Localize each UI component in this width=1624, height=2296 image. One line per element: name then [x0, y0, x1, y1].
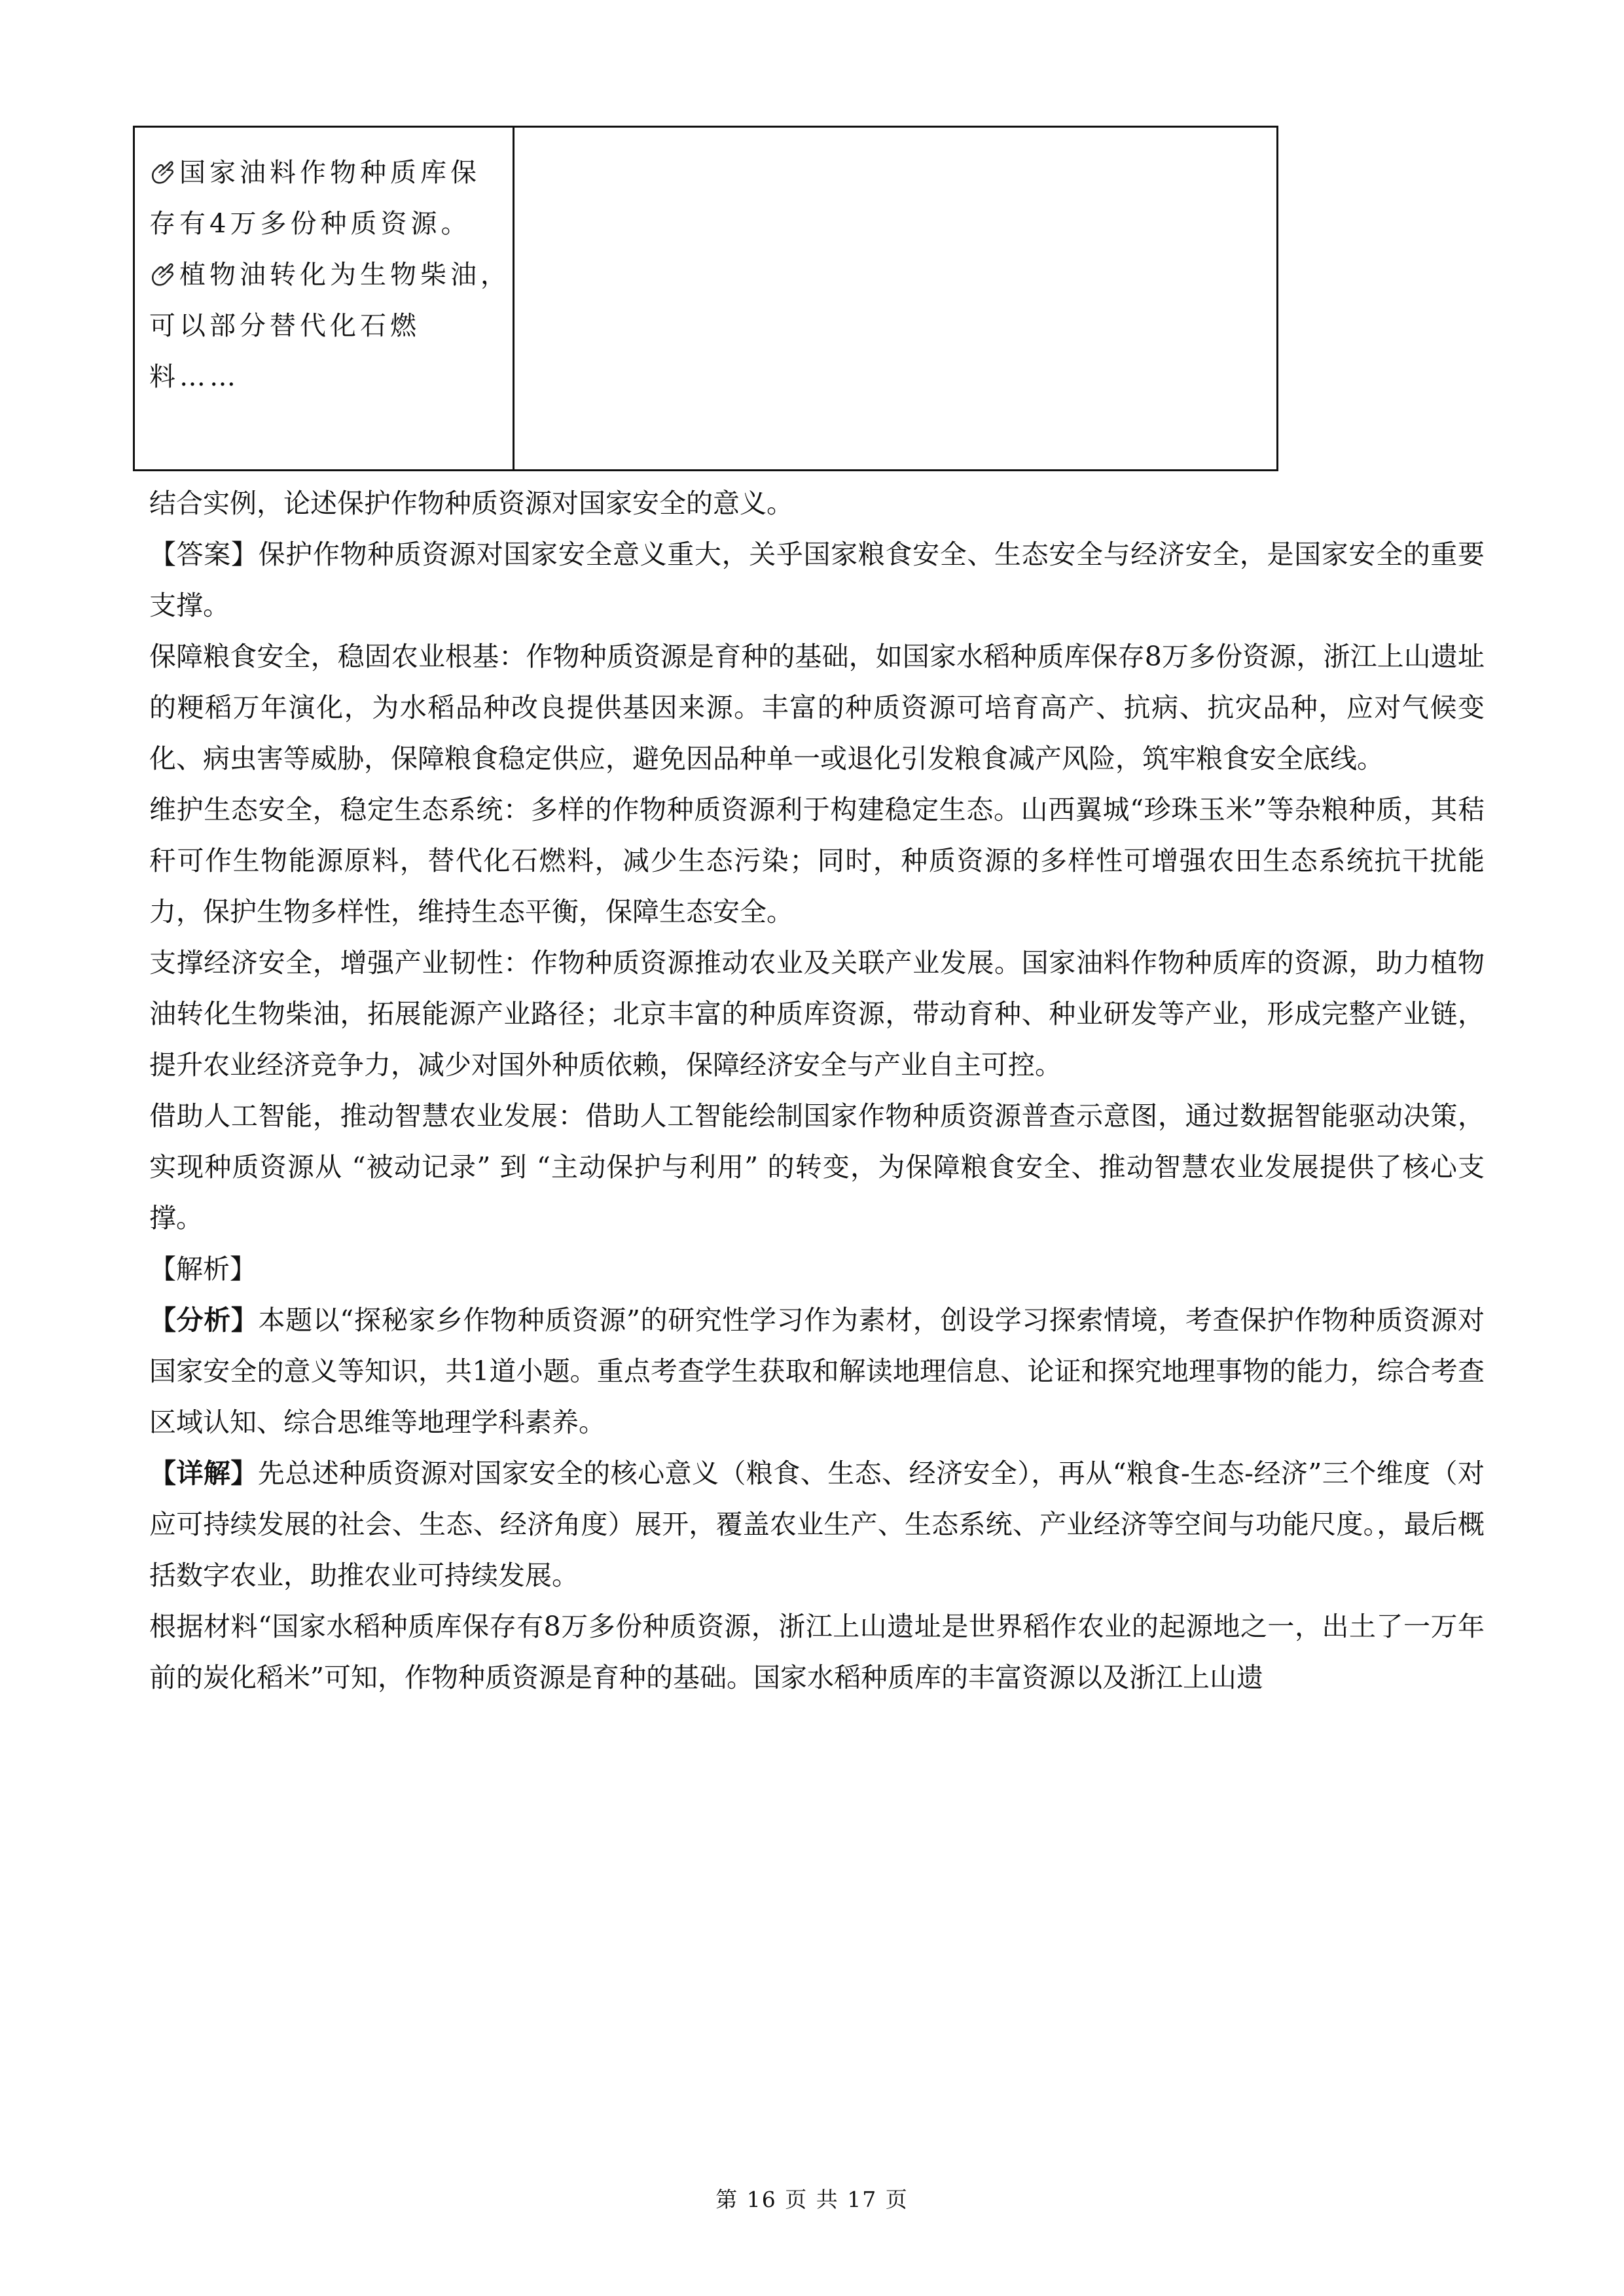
material-table-right-cell: [514, 128, 1276, 469]
analysis-label: 【解析】: [149, 1253, 257, 1285]
material-line: [149, 300, 499, 351]
material-table: [133, 126, 1278, 471]
material-line-text: 料……: [149, 362, 240, 392]
material-line-text: 植物油转化为生物柴油，: [179, 260, 511, 290]
xiangjie-paragraph: [149, 1448, 1485, 1601]
xiangjie-text: 先总述种质资源对国家安全的核心意义（粮食、生态、经济安全），再从“粮食-生态-经济”三个维度（对应可持续发展的社会、生态、经济角度）展开，覆盖农业生产、生态系统、产业经济等空间与功能尺度。，最后概括数字农业，助推农业可持续发展。: [149, 1458, 1485, 1591]
material-reference-paragraph: 根据材料“国家水稻种质库保存有8万多份种质资源，浙江上山遗址是世界稻作农业的起源地之一，出土了一万年前的炭化稻米”可知，作物种质资源是育种的基础。国家水稻种质库的丰富资源以及浙江上山遗: [149, 1611, 1485, 1693]
fenxi-text: 本题以“探秘家乡作物种质资源”的研究性学习作为素材，创设学习探索情境，考查保护作物种质资源对国家安全的意义等知识，共1道小题。重点考查学生获取和解读地理信息、论证和探究地理事物的能力，综合考查区域认知、综合思维等地理学科素养。: [149, 1304, 1485, 1438]
answer-intro-text: 保护作物种质资源对国家安全意义重大，关乎国家粮食安全、生态安全与经济安全，是国家安全的重要支撑。: [149, 539, 1485, 621]
page-number: 第 16 页 共 17 页: [715, 2187, 909, 2212]
material-line-text: 存有4万多份种质资源。: [149, 209, 471, 239]
question-content: [149, 478, 1485, 1703]
fenxi-paragraph: [149, 1295, 1485, 1448]
material-line: [149, 147, 499, 198]
answer-intro: [149, 529, 1485, 631]
material-line: [149, 249, 511, 300]
question-text: 结合实例，论述保护作物种质资源对国家安全的意义。: [149, 488, 793, 519]
xiangjie-label: 【详解】: [149, 1458, 258, 1489]
pointing-hand-icon: [149, 158, 177, 185]
material-line-text: 可以部分替代化石燃: [149, 311, 420, 341]
pointing-hand-icon: [149, 260, 177, 287]
fenxi-label: 【分析】: [149, 1304, 259, 1336]
answer-paragraph-ai: 借助人工智能，推动智慧农业发展：借助人工智能绘制国家作物种质资源普查示意图，通过数据智能驱动决策，实现种质资源从 “被动记录” 到 “主动保护与利用” 的转变，为保障粮食安全、推动智慧农业发展提供了核心支撑。: [149, 1100, 1485, 1234]
answer-paragraph-food: 保障粮食安全，稳固农业根基：作物种质资源是育种的基础，如国家水稻种质库保存8万多份资源，浙江上山遗址的粳稻万年演化，为水稻品种改良提供基因来源。丰富的种质资源可培育高产、抗病、抗灾品种，应对气候变化、病虫害等威胁，保障粮食稳定供应，避免因品种单一或退化引发粮食减产风险，筑牢粮食安全底线。: [149, 641, 1485, 774]
answer-paragraph-ecology: 维护生态安全，稳定生态系统：多样的作物种质资源利于构建稳定生态。山西翼城“珍珠玉米”等杂粮种质，其秸秆可作生物能源原料，替代化石燃料，减少生态污染；同时，种质资源的多样性可增强农田生态系统抗干扰能力，保护生物多样性，维持生态平衡，保障生态安全。: [149, 794, 1485, 927]
material-table-left-cell: [135, 128, 514, 469]
material-line: [149, 198, 499, 249]
answer-label: 【答案】: [149, 539, 259, 570]
material-line: [149, 351, 499, 403]
answer-paragraph-economy: 支撑经济安全，增强产业韧性：作物种质资源推动农业及关联产业发展。国家油料作物种质库的资源，助力植物油转化生物柴油，拓展能源产业路径；北京丰富的种质库资源，带动育种、种业研发等产业，形成完整产业链，提升农业经济竞争力，减少对国外种质依赖，保障经济安全与产业自主可控。: [149, 947, 1485, 1081]
material-line-text: 国家油料作物种质库保: [179, 158, 480, 188]
